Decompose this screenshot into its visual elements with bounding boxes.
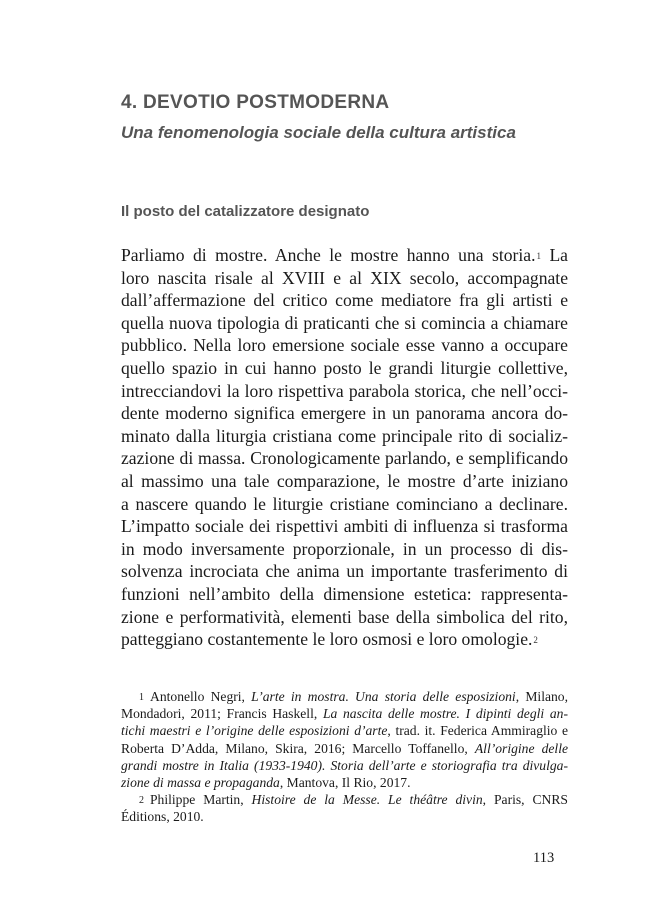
footnote-line [121,740,568,757]
footnote-italic-title: L’arte in mostra. Una storia delle esposizioni [251,689,516,704]
footnote-text: , Paris, CNRS [482,792,568,808]
body-line: L’impatto sociale dei rispettivi ambiti di influenza si trasforma [121,516,568,537]
footnotes [121,688,568,826]
chapter-subtitle: Una fenomenologia sociale della cultura artistica [121,123,516,142]
body-line: minato dalla liturgia cristiana come principale rito di socializ- [121,425,568,446]
page-number: 113 [533,850,555,866]
footnote-italic-title: La nascita delle mostre. I dipinti degli an- [322,706,568,722]
footnote-line [121,774,568,791]
body-line: funzioni nell’ambito della dimensione estetica: rappresenta- [121,583,568,604]
footnote-line [121,722,568,739]
body-line [121,244,568,267]
body-line: al massimo una tale comparazione, le mostre d’arte iniziano [121,470,568,491]
footnote-italic-title: All’origine delle [474,740,569,756]
section-heading: Il posto del catalizzatore designato [121,203,370,220]
footnote-italic-title: tichi maestri e l’origine delle esposizioni d’arte [121,723,388,739]
footnote-text: , Mantova, Il Rio, 2017. [279,774,411,790]
body-line: zione e performatività, elementi base della simbolica del rito, [121,606,568,627]
footnote-line [121,808,568,825]
footnote-number: 2 [139,795,144,807]
body-paragraph [121,244,568,651]
footnote-2 [121,791,568,808]
body-line: dente moderno significa emergere in un panorama ancora do- [121,403,568,424]
footnote-ref-1[interactable]: 1 [536,251,541,261]
footnote-italic-title: zione di massa e propaganda [121,774,280,790]
body-line-end: La [549,245,568,265]
body-line: dall’affermazione del critico come mediatore fra gli artisti e [121,290,568,311]
body-line: zazione di massa. Cronologicamente parlando, e semplificando [121,448,568,469]
body-line-text: patteggiano costantemente le loro osmosi e loro omologie. [121,629,533,650]
footnote-text: Roberta D’Adda, Milano, Skira, 2016; Marcello Toffanello, [121,740,475,756]
body-line: solvenza incrociata che anima un importante trasferimento di [121,561,568,582]
footnote-italic-title: Histoire de la Messe. Le théâtre divin [251,792,483,808]
body-line: quello spazio in cui hanno posto le grandi liturgie collettive, [121,357,568,378]
body-line: in modo inversamente proporzionale, in un processo di dis- [121,538,568,559]
body-line [121,628,568,651]
footnote-text: Mondadori, 2011; Francis Haskell, [121,706,323,722]
footnote-text: Antonello Negri, [150,689,252,704]
footnote-ref-2[interactable]: 2 [533,635,538,646]
footnote-italic-title: grandi mostre in Italia (1933-1940). Storia dell’arte e storiografia tra divulga- [121,757,568,773]
footnote-line [121,705,568,722]
footnote-text: Éditions, 2010. [121,809,204,825]
body-line: pubblico. Nella loro emersione sociale esse vanno a occupare [121,335,568,356]
footnote-1 [121,688,568,705]
footnote-line [121,757,568,774]
body-line: loro nascita risale al XVIII e al XIX secolo, accompagnate [121,267,568,288]
footnote-text: , Milano, [515,689,569,704]
footnote-text: Philippe Martin, [150,792,252,808]
body-line: quella nuova tipologia di praticanti che si comincia a chiamare [121,312,568,333]
footnote-number: 1 [139,692,144,703]
body-line: a nascere quando le liturgie cristiane cominciano a declinare. [121,493,568,514]
footnote-text: , trad. it. Federica Ammiraglio e [387,723,569,739]
body-line-text: Parliamo di mostre. Anche le mostre hanno una storia. [121,245,536,265]
chapter-title: 4. DEVOTIO POSTMODERNA [121,92,390,113]
body-line: intrecciandovi la loro rispettiva parabola storica, che nell’occi- [121,380,568,401]
